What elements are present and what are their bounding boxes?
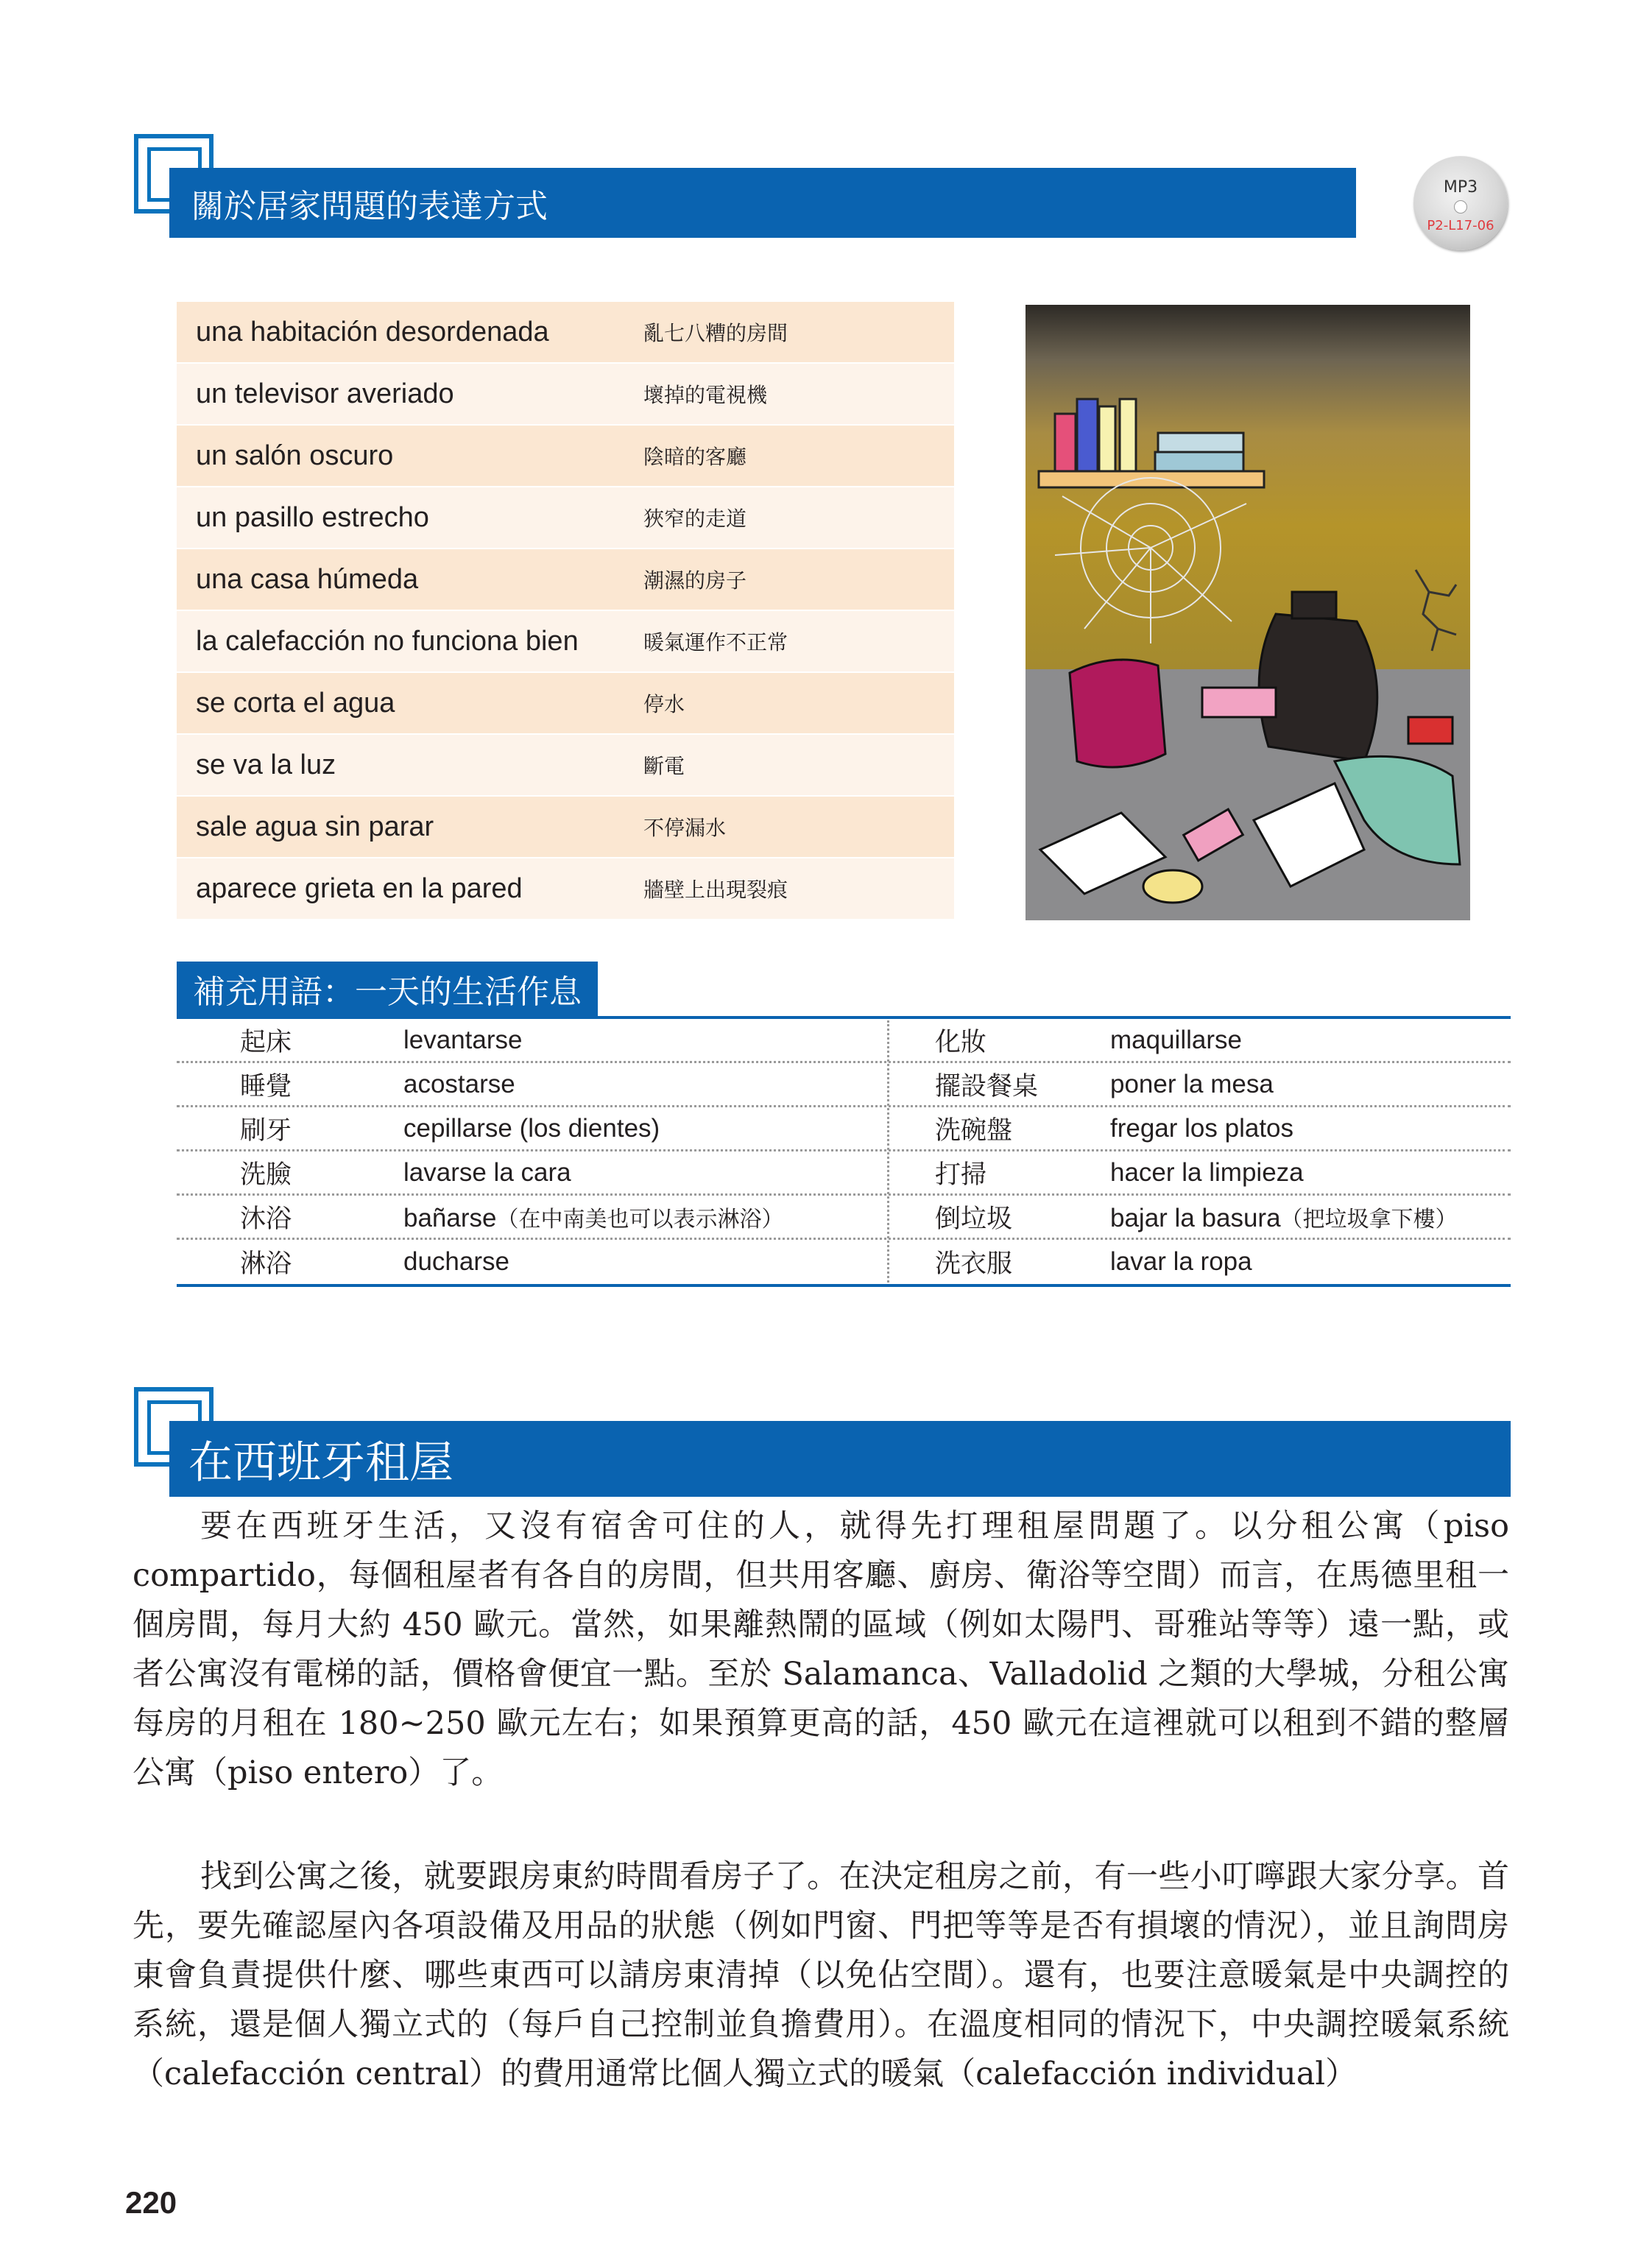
vocab-es: una casa húmeda (196, 563, 419, 595)
zh-term: 起床 (240, 1027, 292, 1057)
vocab-row (177, 302, 954, 364)
mp3-label: MP3 (1443, 178, 1478, 197)
vocab-row (177, 735, 954, 797)
cd-hole (1454, 200, 1467, 214)
supplement-row (177, 1196, 1511, 1240)
es-term: lavar la ropa (1110, 1247, 1252, 1276)
supplement-row (177, 1063, 1511, 1107)
es-term: ducharse (403, 1247, 509, 1276)
vocab-zh: 陰暗的客廳 (643, 445, 747, 469)
vocab-row (177, 364, 954, 426)
supplement-row (177, 1151, 1511, 1196)
vocab-es: una habitación desordenada (196, 316, 549, 348)
vocab-zh: 停水 (643, 692, 685, 716)
vocab-es: la calefacción no funciona bien (196, 625, 579, 657)
vocab-es: sale agua sin parar (196, 811, 434, 842)
vocab-es: un televisor averiado (196, 378, 454, 409)
vocab-row (177, 797, 954, 858)
vocab-es: se va la luz (196, 749, 336, 780)
vocab-es: un pasillo estrecho (196, 501, 429, 533)
zh-term: 洗臉 (240, 1160, 292, 1190)
zh-term: 睡覺 (240, 1071, 292, 1101)
es-term: poner la mesa (1110, 1069, 1274, 1098)
vocab-zh: 潮濕的房子 (643, 568, 747, 593)
zh-term: 擺設餐桌 (935, 1071, 1039, 1101)
body-paragraph: 要在西班牙生活，又沒有宿舍可住的人，就得先打理租屋問題了。以分租公寓（piso compartido，每個租屋者有各自的房間，但共用客廳、廚房、衛浴等空間）而言，在馬德里租一個房間，每月大約 450 歐元。當然，如果離熱鬧的區域（例如太陽門、哥雅站等等）遠一點，或者公寓沒有電梯的話，價格會便宜一點。至於 Salamanca、Valladolid 之類的大學城，分租公寓每房的月租在 180~250 歐元左右；如果預算更高的話，450 歐元在這裡就可以租到不錯的整層公寓（piso entero）了。 (133, 1508, 1509, 1791)
vocab-row (177, 673, 954, 735)
vocab-zh: 牆壁上出現裂痕 (643, 878, 788, 902)
es-term: lavarse la cara (403, 1157, 571, 1187)
vocab-row (177, 487, 954, 549)
es-term: cepillarse (los dientes) (403, 1113, 660, 1143)
vocab-zh: 亂七八糟的房間 (643, 321, 788, 345)
vocab-row (177, 611, 954, 673)
es-term: bañarse（在中南美也可以表示淋浴） (403, 1203, 784, 1232)
vocab-zh: 斷電 (643, 754, 685, 778)
vocab-table (177, 302, 954, 920)
supplement-row (177, 1107, 1511, 1151)
vocab-zh: 壞掉的電視機 (643, 383, 768, 407)
messy-room-drawing (1026, 305, 1470, 920)
supplement-table (177, 1019, 1511, 1284)
supplement-row (177, 1019, 1511, 1063)
vocab-row (177, 858, 954, 920)
mp3-cd-icon[interactable] (1413, 156, 1508, 250)
body-paragraph: 找到公寓之後，就要跟房東約時間看房子了。在決定租房之前，有一些小叮嚀跟大家分享。首先，要先確認屋內各項設備及用品的狀態（例如門窗、門把等等是否有損壞的情況），並且詢問房東會負責提供什麼、哪些東西可以請房東清掉（以免佔空間）。還有，也要注意暖氣是中央調控的系統，還是個人獨立式的（每戶自己控制並負擔費用）。在溫度相同的情況下，中央調控暖氣系統（calefacción central）的費用通常比個人獨立式的暖氣（calefacción individual） (133, 1858, 1509, 2092)
zh-term: 洗衣服 (935, 1249, 1013, 1279)
zh-term: 洗碗盤 (935, 1115, 1013, 1146)
section-title: 在西班牙租屋 (169, 1421, 1511, 1497)
vocab-zh: 暖氣運作不正常 (643, 630, 788, 655)
zh-term: 淋浴 (240, 1249, 292, 1279)
section-title: 關於居家問題的表達方式 (169, 168, 1356, 238)
zh-term: 打掃 (935, 1160, 987, 1190)
mp3-track: P2-L17-06 (1427, 218, 1494, 233)
vocab-row (177, 426, 954, 487)
page-number: 220 (125, 2185, 177, 2220)
es-term: acostarse (403, 1069, 515, 1098)
es-term: fregar los platos (1110, 1113, 1294, 1143)
es-term: levantarse (403, 1025, 523, 1054)
zh-term: 化妝 (935, 1027, 987, 1057)
supplement-title: 補充用語：一天的生活作息 (177, 962, 598, 1016)
es-term: bajar la basura（把垃圾拿下樓） (1110, 1203, 1458, 1232)
es-term: hacer la limpieza (1110, 1157, 1304, 1187)
vocab-es: se corta el agua (196, 687, 395, 719)
divider (177, 1284, 1511, 1287)
vocab-zh: 不停漏水 (643, 816, 727, 840)
zh-term: 倒垃圾 (935, 1204, 1013, 1234)
supplement-row (177, 1240, 1511, 1284)
es-term: maquillarse (1110, 1025, 1242, 1054)
zh-term: 沐浴 (240, 1204, 292, 1234)
vocab-es: un salón oscuro (196, 440, 394, 471)
vocab-row (177, 549, 954, 611)
vocab-es: aparece grieta en la pared (196, 872, 523, 904)
zh-term: 刷牙 (240, 1115, 292, 1146)
vocab-zh: 狹窄的走道 (643, 507, 747, 531)
messy-room-illustration (1026, 305, 1470, 920)
